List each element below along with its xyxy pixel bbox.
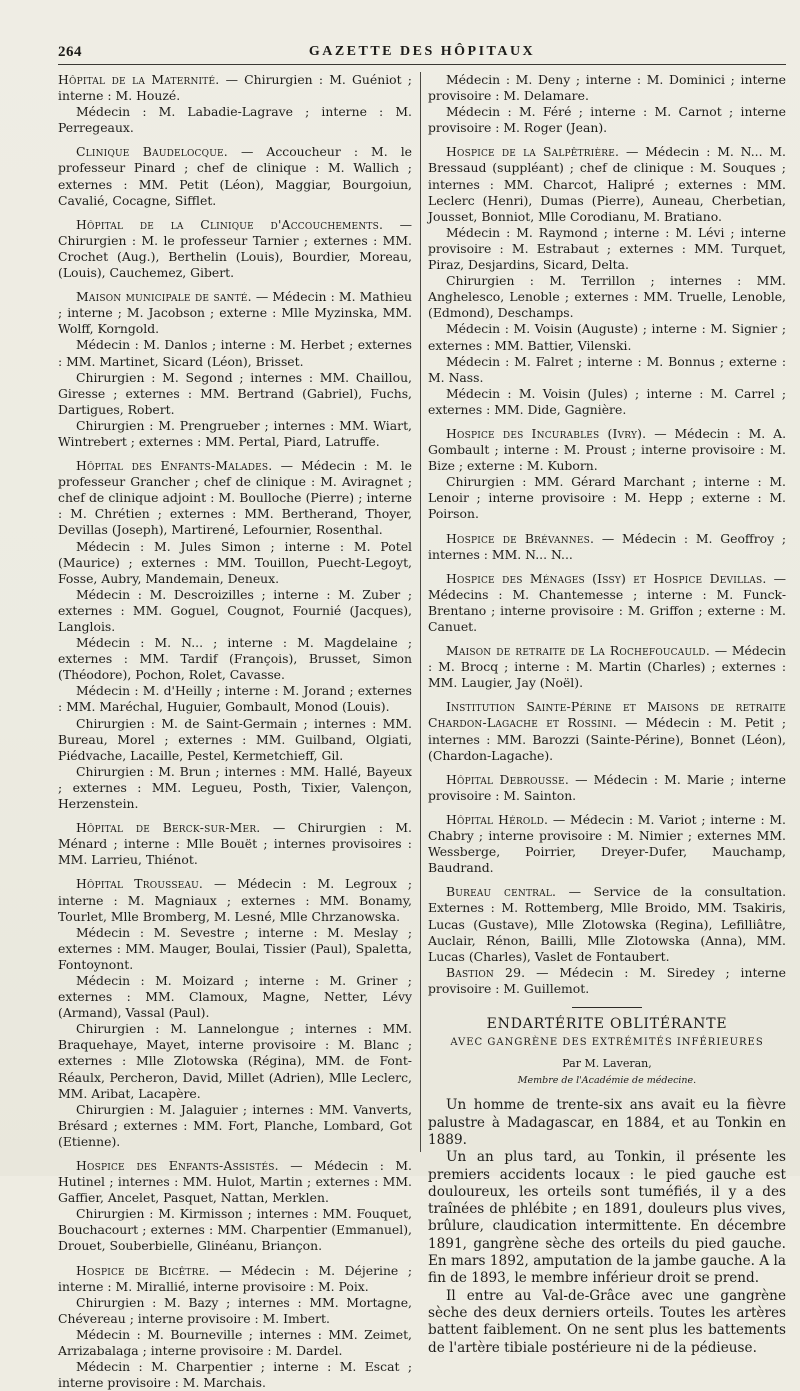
institution-name: Hospice des Enfants-Assistés. [76,1158,279,1173]
staff-listing-entry [428,72,786,104]
staff-listing-entry [58,587,412,635]
staff-listing-entry [428,474,786,522]
staff-text: Chirurgien : M. Bazy ; internes : MM. Mortagne, Chévereau ; interne provisoire : M. Imbert. [58,1294,412,1326]
article-affiliation: Membre de l'Académie de médecine. [517,1075,697,1087]
staff-listing-entry [58,418,412,450]
staff-listing-entry [428,225,786,273]
staff-text: — Médecin : M. N... M. Bressaud (suppléant) ; chef de clinique : M. Souques ; internes : MM. Charcot, Halipré ; externes : MM. Leclerc (Henri), Dumas (Pierre), Auneau, Cherbetian, Jousset, Bonniot, Mlle Corodianu, M. Bratiano. [428,144,786,224]
staff-listing-entry [58,1206,412,1254]
staff-text: Médecin : M. Raymond ; interne : M. Lévi ; interne provisoire : M. Estrabaut ; externes : MM. Turquet, Piraz, Desjardins, Sicard, Delta. [428,224,786,273]
staff-listing-entry [428,643,786,691]
article-author: Par M. Laveran, [562,1057,652,1071]
institution-name: Hospice de Brévannes. [446,530,595,546]
institution-name: Hôpital Trousseau. [76,876,204,892]
staff-text: Chirurgien : M. Prengrueber ; internes : MM. Wiart, Wintrebert ; externes : MM. Pertal, Piard, Latruffe. [58,417,412,449]
staff-listing-entry [428,386,786,418]
staff-text: Médecin : M. Falret ; interne : M. Bonnus ; externe : M. Nass. [428,353,786,385]
article-paragraph: Un homme de trente-six ans avait eu la fièvre palustre à Madagascar, en 1884, et au Tonkin en 1889. [428,1097,786,1148]
institution-name: Hospice des Ménages (Issy) et Hospice Devillas. [446,570,767,586]
staff-listing-entry [58,876,412,924]
staff-text: Médecin : M. Labadie-Lagrave ; interne : M. Perregeaux. [58,104,412,136]
staff-listing-entry [58,1295,412,1327]
staff-listing-entry [428,104,786,136]
institution-name: Bastion 29. [446,964,526,980]
institution-name: Hôpital Hérold. [446,811,549,827]
staff-listing-entry [58,539,412,587]
staff-text: Chirurgien : M. de Saint-Germain ; internes : MM. Bureau, Morel ; externes : MM. Guilband, Olgiati, Piédvache, Lacaille, Pestel, Kermetchieff, Gil. [58,715,412,763]
staff-text: — Chirurgien : M. le professeur Tarnier ; externes : MM. Crochet (Aug.), Berthelin (Louis), Bourdier, Moreau, (Louis), Cauchemez, Gibert. [58,216,412,281]
staff-listing-entry [58,716,412,764]
staff-text: Médecin : M. Charpentier ; interne : M. Escat ; interne provisoire : M. Marchais. [58,1359,412,1391]
staff-listing-entry [428,426,786,474]
staff-listing-entry [428,321,786,353]
right-column [428,72,786,1357]
staff-text: — Médecin : M. A. Gombault ; interne : M. Proust ; interne provisoire : M. Bize ; externe : M. Kuborn. [428,425,787,474]
staff-listing-entry [58,1327,412,1359]
staff-listing-entry [58,635,412,683]
staff-text: — Médecin : M. Variot ; interne : M. Chabry ; interne provisoire : M. Nimier ; externes MM. Wessberge, Poirrier, Dreyer-Dufer, Mauchamp, Baudrand. [428,811,786,876]
staff-listing-entry [58,1102,412,1150]
staff-listing-entry [428,531,786,563]
staff-listing-entry [58,764,412,812]
staff-listing-entry [58,925,412,973]
staff-listing-entry [58,144,412,208]
staff-text: Médecin : M. Sevestre ; interne : M. Meslay ; externes : MM. Mauger, Boulai, Tissier (Paul), Spaletta, Fontoynont. [58,924,412,972]
header-rule [58,64,786,65]
article-separator [572,1007,642,1008]
staff-listing-entry [428,571,786,635]
staff-listing-entry [58,337,412,369]
staff-text: — Médecin : M. Déjerine ; interne : M. Mirallié, interne provisoire : M. Poix. [58,1262,412,1294]
staff-text: Médecin : M. Voisin (Auguste) ; interne : M. Signier ; externes : MM. Battier, Vilenski. [428,321,786,353]
page-number: 264 [58,44,82,60]
staff-text: — Chirurgien : M. Guéniot ; interne : M. Houzé. [58,72,412,104]
left-column [58,72,412,1391]
staff-listing-entry [58,217,412,281]
staff-text: Médecin : M. N... ; interne : M. Magdelaine ; externes : MM. Tardif (François), Brusset, Simon (Théodore), Pochon, Rolet, Cavasse. [58,635,412,683]
staff-text: Médecin : M. Jules Simon ; interne : M. Potel (Maurice) ; externes : MM. Touillon, Puecht-Legoyt, Fosse, Aubry, Mandemain, Deneux. [58,538,412,586]
staff-listing-entry [58,72,412,104]
article-paragraph: Il entre au Val-de-Grâce avec une gangrène sèche des deux derniers orteils. Toutes les artères battent faiblement. On ne sent plus les battements de l'artère tibiale postérieure ni de la pédieuse. [428,1287,786,1356]
staff-text: Chirurgien : M. Terrillon ; internes : MM. Anghelesco, Lenoble ; externes : MM. Truelle, Lenoble, (Edmond), Deschamps. [428,273,786,321]
staff-listing-entry [58,683,412,715]
staff-text: Chirurgien : M. Segond ; internes : MM. Chaillou, Giresse ; externes : MM. Bertrand (Gabriel), Fuchs, Dartigues, Robert. [58,369,412,417]
staff-text: — Médecins : M. Chantemesse ; interne : M. Funck-Brentano ; interne provisoire : M. Griffon ; externe : M. Canuet. [428,570,786,634]
staff-text: Médecin : M. Deny ; interne : M. Dominici ; interne provisoire : M. Delamare. [428,72,786,104]
staff-text: Chirurgien : M. Brun ; internes : MM. Hallé, Bayeux ; externes : MM. Legueu, Posth, Tixier, Valençon, Herzenstein. [58,763,412,812]
staff-text: — Accoucheur : M. le professeur Pinard ; chef de clinique : M. Wallich ; externes : MM. Petit (Léon), Maggiar, Bourgoiun, Cavalié, Cocagne, Sifflet. [58,144,412,208]
staff-listing-entry [58,1359,412,1391]
institution-name: Hôpital de Berck-sur-Mer. [76,820,261,836]
staff-text: — Médecin : M. le professeur Grancher ; chef de clinique : M. Aviragnet ; chef de clinique adjoint : M. Boulloche (Pierre) ; interne : M. Chrétien ; externes : MM. Bertherand, Thoyer, Devillas (Joseph), Martirené, Lefournier, Rosenthal. [58,458,412,538]
article-body [428,1097,786,1356]
staff-text: Médecin : M. Bourneville ; internes : MM. Zeimet, Arrizabalaga ; interne provisoire : M. Dardel. [58,1326,412,1359]
article [428,1007,786,1357]
institution-name: Institution Sainte-Périne et Maisons de retraite Chardon-Lagache et Rossini. [428,699,786,731]
article-title: ENDARTÉRITE OBLITÉRANTE [486,1015,728,1032]
staff-text: Chirurgien : M. Lannelongue ; internes : MM. Braquehaye, Mayet, interne provisoire : M. Blanc ; externes : Mlle Zlotowska (Régina), MM. de Font-Réaulx, Percheron, David, Millet (Adrien), Mlle Leclerc, MM. Aribat, Lacapère. [58,1021,412,1101]
staff-text: Médecin : M. Moizard ; interne : M. Griner ; externes : MM. Clamoux, Magne, Netter, Lévy (Armand), Vassal (Paul). [58,972,412,1021]
staff-text: Médecin : M. Féré ; interne : M. Carnot ; interne provisoire : M. Roger (Jean). [428,104,786,136]
staff-text: Médecin : M. Danlos ; interne : M. Herbet ; externes : MM. Martinet, Sicard (Léon), Brisset. [58,337,412,369]
staff-text: Médecin : M. Descroizilles ; interne : M. Zuber ; externes : MM. Goguel, Cougnot, Fournié (Jacques), Langlois. [58,586,412,634]
staff-text: — Médecin : M. Mathieu ; interne ; M. Jacobson ; externe : Mlle Myzinska, MM. Wolff, Korngold. [58,289,412,337]
article-paragraph: Un an plus tard, au Tonkin, il présente les premiers accidents locaux : le pied gauche est douloureux, les orteils sont tuméfiés, il y a des traînées de phlébite ; en 1891, douleurs plus vives, brûlure, claudication intermittente. En décembre 1891, gangrène sèche des orteils du pied gauche. En mars 1892, amputation de la jambe gauche. A la fin de 1893, le membre inférieur droit se prend. [428,1149,786,1287]
staff-listing-entry [428,354,786,386]
institution-name: Hôpital des Enfants-Malades. [76,458,273,474]
staff-text: Chirurgien : M. Kirmisson ; internes : MM. Fouquet, Bouchacourt ; externes : MM. Charpentier (Emmanuel), Drouet, Souberbielle, Glinéanu, Briançon. [58,1206,412,1254]
staff-listings-right [428,72,786,997]
journal-title: GAZETTE DES HÔPITAUX [308,44,536,59]
staff-listing-entry [428,699,786,763]
institution-name: Hospice de la Salpêtrière. [446,144,620,160]
staff-listing-entry [428,772,786,804]
staff-listing-entry [58,1021,412,1101]
institution-name: Maison de retraite de La Rochefoucauld. [446,643,710,659]
institution-name: Hospice de Bicêtre. [76,1262,210,1278]
staff-listing-entry [428,812,786,876]
staff-listing-entry [58,973,412,1021]
staff-text: Médecin : M. Voisin (Jules) ; interne : M. Carrel ; externes : MM. Dide, Gagnière. [428,385,786,417]
staff-text: — Chirurgien : M. Ménard ; interne : Mlle Bouët ; internes provisoires : MM. Larrieu, Thiénot. [58,820,412,868]
staff-listing-entry [58,1158,412,1206]
staff-text: — Service de la consultation. Externes : M. Rottemberg, Mlle Broido, MM. Tsakiris, Lucas (Gustave), Mlle Zlotowska (Regina), Lefilliâtre, Auclair, Rénon, Bailli, Mlle Zlotowska (Anna), MM. Lucas (Charles), Vaslet de Fontaubert. [428,884,787,964]
staff-text: — Médecin : M. Petit ; internes : MM. Barozzi (Sainte-Périne), Bonnet (Léon), (Chardon-Lagache). [428,715,787,763]
staff-text: — Médecin : M. Marie ; interne provisoire : M. Sainton. [428,771,786,803]
staff-text: Chirurgien : MM. Gérard Marchant ; interne : M. Lenoir ; interne provisoire : M. Hepp ; externe : M. Poirson. [428,474,786,522]
institution-name: Hospice des Incurables (Ivry). [446,425,647,441]
staff-listing-entry [58,458,412,538]
staff-listing-entry [428,144,786,224]
staff-listing-entry [58,820,412,868]
staff-listing-entry [428,884,786,964]
institution-name: Hôpital de la Clinique d'Accouchements. [76,216,384,232]
institution-name: Maison municipale de santé. [76,289,252,305]
staff-listing-entry [58,289,412,337]
staff-text: — Médecin : M. Brocq ; interne : M. Martin (Charles) ; externes : MM. Laugier, Jay (Noël). [428,643,786,691]
staff-text: — Médecin : M. Geoffroy ; internes : MM. N... N... [428,530,787,562]
staff-listing-entry [58,104,412,136]
column-divider [420,72,421,1152]
staff-text: Médecin : M. d'Heilly ; interne : M. Jorand ; externes : MM. Maréchal, Huguier, Gombault, Monod (Louis). [58,683,412,715]
institution-name: Hôpital de la Maternité. [58,72,220,87]
running-head [58,42,786,66]
institution-name: Hôpital Debrousse. [446,771,570,787]
staff-listing-entry [428,273,786,321]
staff-listing-entry [58,1263,412,1295]
staff-text: — Médecin : M. Legroux ; interne : M. Magniaux ; externes : MM. Bonamy, Tourlet, Mlle Bromberg, M. Lesné, Mlle Chrzanowska. [58,876,412,924]
article-subtitle: AVEC GANGRÈNE DES EXTRÉMITÉS INFÉRIEURES [450,1037,764,1049]
staff-text: Chirurgien : M. Jalaguier ; internes : MM. Vanverts, Brésard ; externes : MM. Fort, Planche, Lombard, Got (Etienne). [58,1101,412,1149]
institution-name: Clinique Baudelocque. [76,144,228,160]
staff-text: — Médecin : M. Siredey ; interne provisoire : M. Guillemot. [428,964,786,996]
staff-text: — Médecin : M. Hutinel ; internes : MM. Hulot, Martin ; externes : MM. Gaffier, Ancelet, Pasquet, Nattan, Merklen. [58,1158,412,1206]
staff-listing-entry [428,965,786,997]
staff-listing-entry [58,370,412,418]
institution-name: Bureau central. [446,884,557,900]
